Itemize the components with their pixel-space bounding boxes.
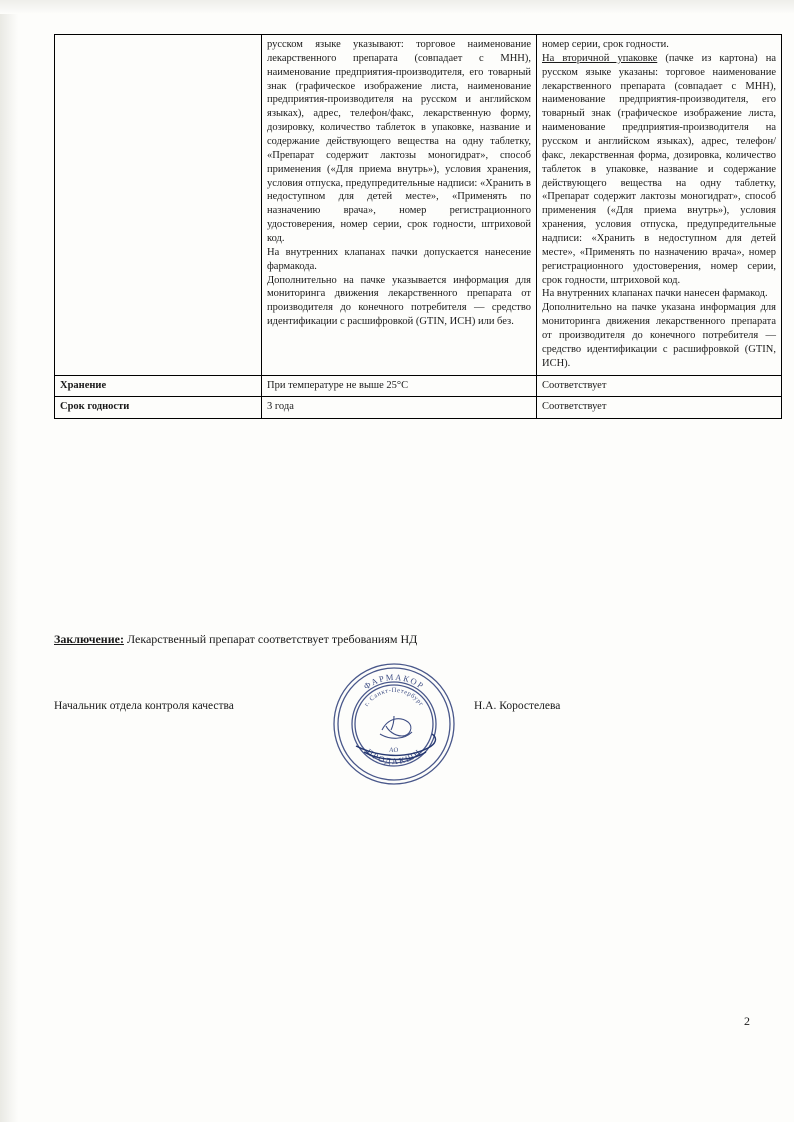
requirement-text: 3 года	[267, 401, 294, 413]
signature-name: Н.А. Коростелева	[474, 700, 561, 712]
requirement-paragraph: Дополнительно на пачке указывается информация для мониторинга движения лекарственного препарата от производителя до конечного потребителя — средство идентификации с расшифровкой (GTIN, ИСН) или без.	[267, 274, 531, 328]
row-requirement-cell	[262, 397, 537, 419]
result-paragraph: На вторичной упаковке (пачке из картона) на русском языке указаны: торговое наименование лекарственного препарата (совпадает с МНН), наименование предприятия-производителя, его товарный знак (графическое изображение листа, наименование предприятия-производителя на русском и английском языках), адрес, телефон/факс, лекарственная форма, дозировка, количество таблеток в упаковке, название и содержание действующего вещества на одну таблетку, «Препарат содержит лактозы моногидрат», способ применения («Для приема внутрь»), условия хранения, условия отпуска, предупредительные надписи: «Хранить в недоступном для детей месте», «Применять по назначению врача», номер регистрационного удостоверения, номер серии, срок годности, штриховой код.	[542, 52, 776, 286]
signature-title: Начальник отдела контроля качества	[54, 700, 234, 712]
requirement-paragraph: русском языке указывают: торговое наименование лекарственного препарата (совпадает с МНН), наименование предприятия-производителя, его товарный знак (графическое изображение листа, наименование предприятия-производителя на русском и английском языках), адрес, телефон/факс, лекарственную форму, дозировку, количество таблеток в упаковке, название и содержание действующего вещества на одну таблетку, «Препарат содержит лактозы моногидрат», способ применения («Для приема внутрь»), условия хранения, условия отпуска, предупредительные надписи: «Хранить в недоступном для детей месте», «Применять по назначению врача», номер регистрационного удостоверения, номер серии, срок годности, штриховой код.	[267, 39, 531, 245]
svg-text:г. Санкт-Петербург: г. Санкт-Петербург	[363, 686, 425, 708]
row-name-cell	[55, 375, 262, 397]
row-requirement-cell	[262, 375, 537, 397]
company-stamp	[330, 660, 458, 788]
result-text: Соответствует	[542, 379, 607, 391]
requirement-text: При температуре не выше 25°С	[267, 379, 409, 391]
table-row	[55, 397, 782, 419]
row-name: Хранение	[60, 379, 107, 391]
conclusion-label: Заключение:	[54, 632, 124, 646]
row-name: Срок годности	[60, 401, 130, 413]
scan-edge-left	[0, 0, 18, 1122]
result-paragraph: номер серии, срок годности.	[542, 39, 669, 50]
result-paragraph: На внутренних клапанах пачки нанесен фармакод.	[542, 288, 768, 300]
table-row	[55, 375, 782, 397]
scan-edge-top	[0, 0, 794, 14]
row-name-cell	[55, 35, 262, 376]
page-number: 2	[744, 1014, 750, 1028]
requirement-paragraph: На внутренних клапанах пачки допускается нанесение фармакода.	[267, 246, 531, 272]
conclusion	[54, 632, 417, 648]
row-name-cell	[55, 397, 262, 419]
svg-text:ПРОДАКШН: ПРОДАКШН	[364, 746, 424, 767]
result-text: Соответствует	[542, 401, 607, 413]
row-result-cell	[537, 397, 782, 419]
table-row	[55, 35, 782, 376]
svg-text:АО: АО	[388, 746, 400, 755]
svg-text:ФАРМАКОР: ФАРМАКОР	[361, 671, 427, 692]
row-result-cell	[537, 375, 782, 397]
row-result-cell	[537, 35, 782, 376]
specification-table	[54, 34, 782, 419]
result-paragraph: Дополнительно на пачке указана информация для мониторинга движения лекарственного препарата от производителя до конечного потребителя — средство идентификации с расшифровкой (GTIN, ИСН).	[542, 302, 776, 369]
conclusion-text: Лекарственный препарат соответствует требованиям НД	[126, 632, 418, 646]
row-requirement-cell	[262, 35, 537, 376]
